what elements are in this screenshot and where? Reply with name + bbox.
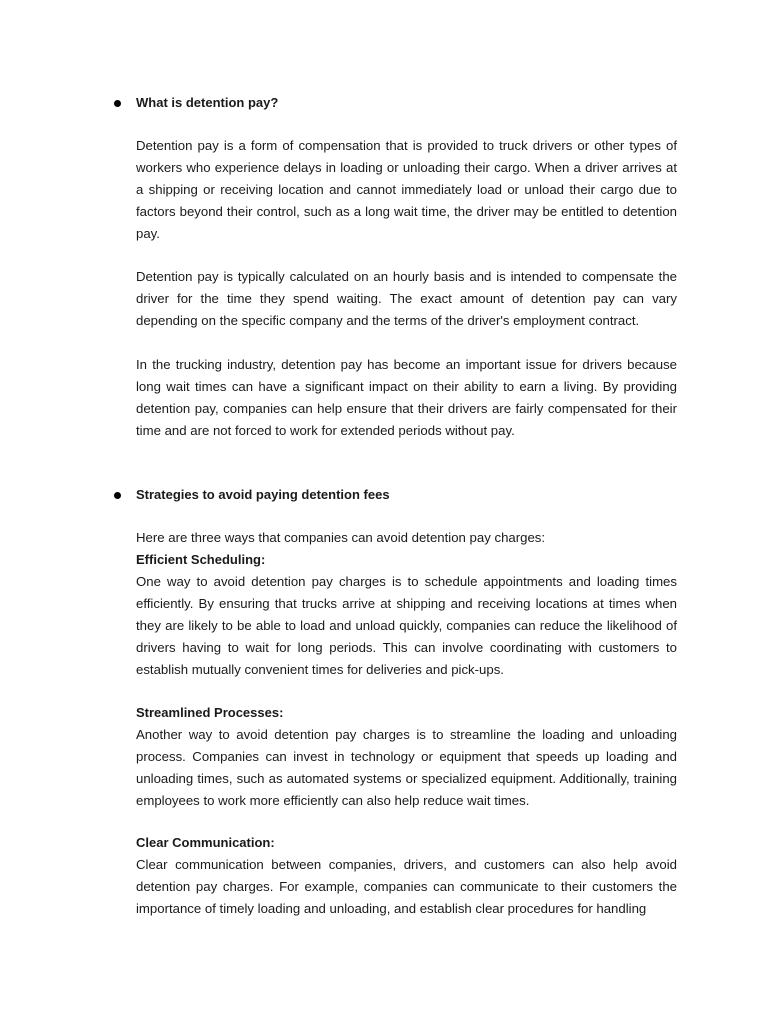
bullet-icon <box>114 492 121 499</box>
strategy-block-2 <box>136 702 677 812</box>
strategy-text: Clear communication between companies, drivers, and customers can also help avoid detention pay charges. For example, companies can communicate to their customers the importance of timely loading and unloading, and establish clear procedures for handling <box>136 857 677 916</box>
strategy-title: Streamlined Processes: <box>136 705 284 720</box>
strategy-text: One way to avoid detention pay charges is to schedule appointments and loading times efficiently. By ensuring that trucks arrive at shipping and receiving locations at times when they are likely to be able to load and unload quickly, companies can reduce the likelihood of drivers having to wait for long periods. This can involve coordinating with customers to establish mutually convenient times for deliveries and pick-ups. <box>136 574 677 677</box>
strategy-block-1 <box>136 527 677 681</box>
paragraph: Detention pay is typically calculated on an hourly basis and is intended to compensate the driver for the time they spend waiting. The exact amount of detention pay can vary depending on the specific company and the terms of the driver's employment contract. <box>136 269 677 328</box>
section-heading-row-2 <box>112 484 677 506</box>
paragraph: Detention pay is a form of compensation that is provided to truck drivers or other types of workers who experience delays in loading or unloading their cargo. When a driver arrives at a shipping or receiving location and cannot immediately load or unload their cargo due to factors beyond their control, such as a long wait time, the driver may be entitled to detention pay. <box>136 138 677 241</box>
strategy-text: Another way to avoid detention pay charges is to streamline the loading and unloading process. Companies can invest in technology or equipment that speeds up loading and unloading times, such as automated systems or specialized equipment. Additionally, training employees to work more efficiently can also help reduce wait times. <box>136 727 677 808</box>
section-heading-row-1 <box>112 92 677 114</box>
strategies-intro: Here are three ways that companies can avoid detention pay charges: <box>136 530 546 545</box>
strategy-title: Clear Communication: <box>136 835 275 850</box>
strategy-block-3 <box>136 832 677 920</box>
paragraph-block-3 <box>136 354 677 442</box>
section-heading-strategies: Strategies to avoid paying detention fees <box>136 487 390 502</box>
bullet-icon <box>114 100 121 107</box>
strategy-title: Efficient Scheduling: <box>136 552 266 567</box>
paragraph: In the trucking industry, detention pay has become an important issue for drivers because long wait times can have a significant impact on their ability to earn a living. By providing detention pay, companies can help ensure that their drivers are fairly compensated for their time and are not forced to work for extended periods without pay. <box>136 357 677 438</box>
section-heading-detention-pay: What is detention pay? <box>136 95 279 110</box>
paragraph-block-2 <box>136 266 677 332</box>
paragraph-block-1 <box>136 135 677 245</box>
